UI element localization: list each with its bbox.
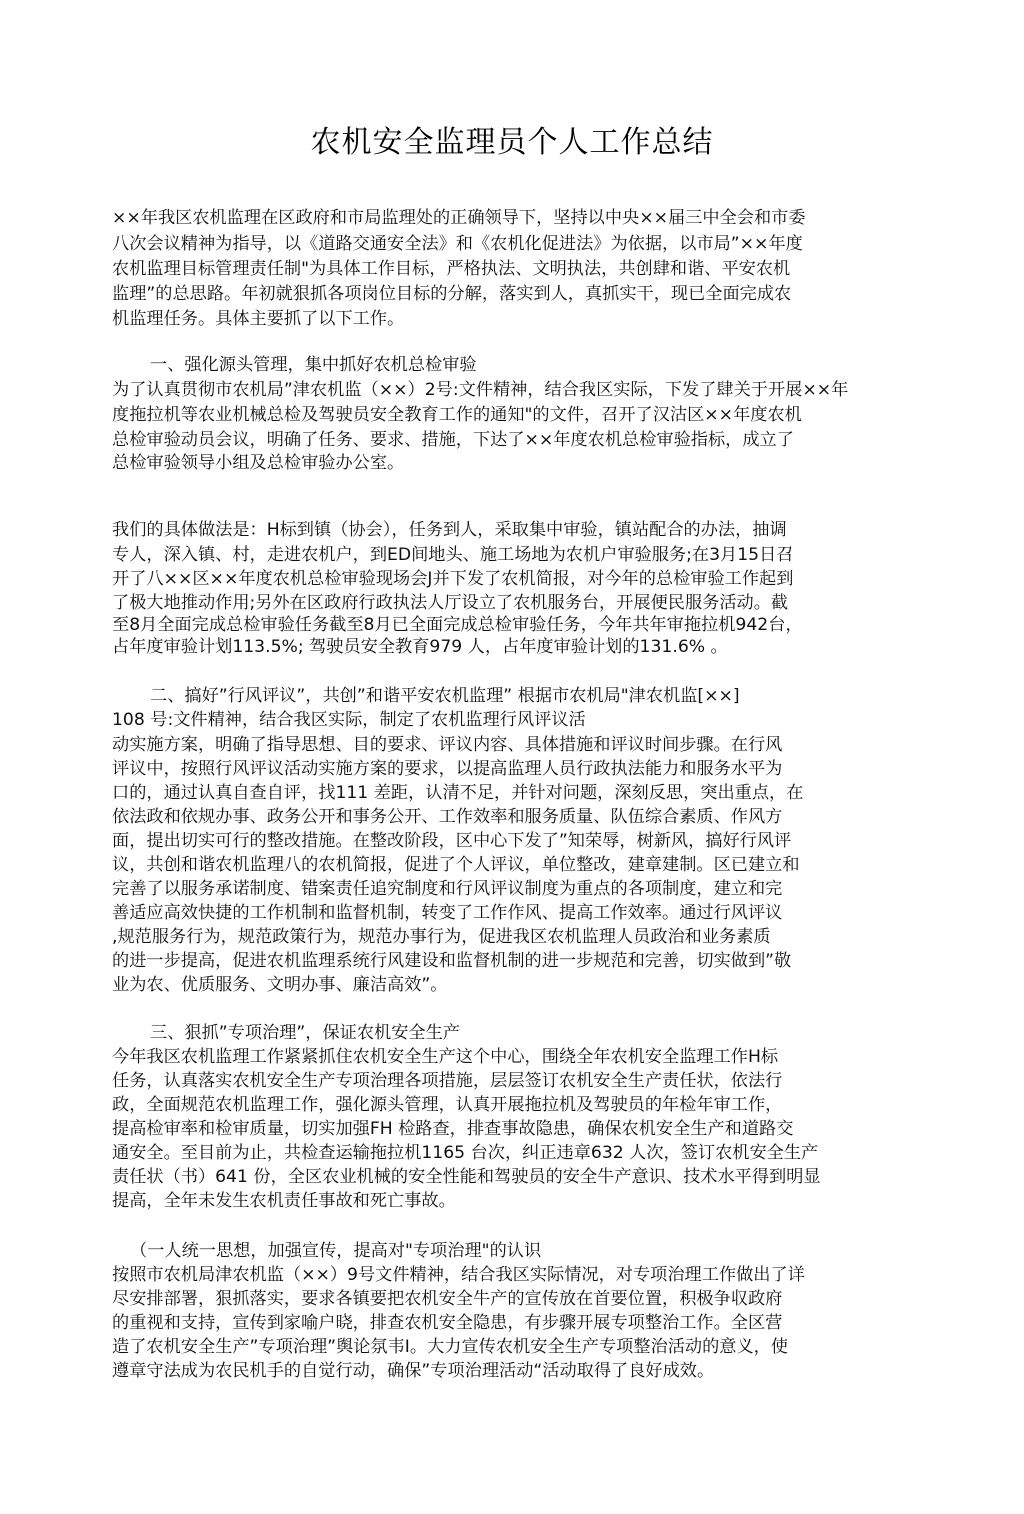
text-line: 善适应高效快捷的工作机制和监督机制，转变了工作作风、提高工作效率。通过行风评议 (112, 903, 783, 923)
text-line: 总检审验领导小组及总检审验办公室。 (112, 453, 405, 473)
text-line: 八次会议精神为指导，以《道路交通安全法》和《农机化促进法》为依据，以市局”××年度 (112, 234, 803, 254)
text-line: 业为农、优质服务、文明办事、廉洁高效”。 (112, 975, 448, 995)
text-line: 按照市农机局津农机监（××）9号文件精神，结合我区实际情况，对专项治理工作做出了详 (112, 1265, 805, 1285)
text-line: 至8月全面完成总检审验任务截至8月已全面完成总检审验任务，今年共年审拖拉机942台， (112, 615, 803, 635)
text-line: 通安全。至目前为止，共检查运输拖拉机1165 台次，纠正违章632 人次，签订农机安全生产 (112, 1143, 819, 1163)
text-line: 度拖拉机等农业机械总检及驾驶员安全教育工作的通知"的文件，召开了汉沽区××年度农机 (112, 405, 802, 425)
text-line: ,规范服务行为，规范政策行为，规范办事行为，促进我区农机监理人员政治和业务素质 (112, 927, 771, 947)
text-line: 专人，深入镇、村，走进农机户，到ED间地头、施工场地为农机户审验服务;在3月15日召 (112, 545, 794, 565)
text-line: 监理”的总思路。年初就狠抓各项岗位目标的分解，落实到人，真抓实干，现已全面完成农 (112, 284, 792, 304)
section-heading: （一人统一思想，加强宣传，提高对"专项治理"的认识 (130, 1241, 542, 1261)
text-line: 责任状（书）641 份，全区农业机械的安全性能和驾驶员的安全牛产意识、技术水平得到明显 (112, 1167, 821, 1187)
text-line: 108 号:文件精神，结合我区实际，制定了农机监理行风评议活 (112, 710, 586, 730)
text-line: 占年度审验计划113.5%; 驾驶员安全教育979 人，占年度审验计划的131.6% 。 (112, 637, 728, 657)
text-line: 任务，认真落实农机安全生产专项治理各项措施，层层签订农机安全生产责任状，依法行 (112, 1071, 783, 1091)
text-line: 动实施方案，明确了指导思想、目的要求、评议内容、具体措施和评议时间步骤。在行风 (112, 735, 783, 755)
page-title: 农机安全监理员个人工作总结 (310, 125, 714, 160)
section-heading: 一、强化源头管理，集中抓好农机总检审验 (150, 355, 477, 375)
text-line: 依法政和依规办事、政务公开和事务公开、工作效率和服务质量、队伍综合素质、作风方 (112, 807, 783, 827)
text-line: 政，全面规范农机监理工作，强化源头管理，认真开展拖拉机及驾驶员的年检年审工作， (112, 1095, 783, 1115)
text-line: 提高，全年未发生农机责任事故和死亡事故。 (112, 1191, 456, 1211)
text-line: 的重视和支持，宣传到家喻户晓，排查农机安全隐患，有步骤开展专项整治工作。全区营 (112, 1313, 783, 1333)
text-line: 我们的具体做法是：H标到镇（协会），任务到人，采取集中审验，镇站配合的办法，抽调 (112, 520, 787, 540)
section-heading: 三、狠抓”专项治理”，保证农机安全生产 (150, 1023, 460, 1043)
text-line: 评议中，按照行风评议活动实施方案的要求，以提高监理人员行政执法能力和服务水平为 (112, 759, 783, 779)
text-line: 今年我区农机监理工作紧紧抓住农机安全生产这个中心，围绕全年农机安全监理工作H标 (112, 1047, 779, 1067)
text-line: 了极大地推动作用;另外在区政府行政执法人厅设立了农机服务台，开展便民服务活动。截 (112, 593, 789, 613)
text-line: 开了八××区××年度农机总检审验现场会J并下发了农机简报，对今年的总检审验工作起到 (112, 569, 794, 589)
text-line: 提高检审率和检审质量，切实加强FH 检路查，排查事故隐患，确保农机安全生产和道路交 (112, 1119, 794, 1139)
section-heading: 二、搞好”行风评议”，共创”和谐平安农机监理” 根据市农机局"津农机监[××] (150, 686, 740, 706)
text-line: ××年我区农机监理在区政府和市局监理处的正确领导下，坚持以中央××届三中全会和市委 (112, 208, 806, 228)
text-line: 农机监理目标管理责任制"为具体工作目标，严格执法、文明执法，共创肆和谐、平安农机 (112, 259, 791, 279)
text-line: 议，共创和谐农机监理八的农机简报，促进了个人评议，单位整改，建章建制。区已建立和 (112, 855, 800, 875)
text-line: 的进一步提高，促进农机监理系统行风建设和监督机制的进一步规范和完善，切实做到”敬 (112, 951, 792, 971)
text-line: 机监理任务。具体主要抓了以下工作。 (112, 309, 405, 329)
text-line: 口的，通过认真自查自评，找111 差距，认清不足，并针对问题，深刻反思，突出重点，在 (112, 783, 804, 803)
text-line: 遵章守法成为农民机手的自觉行动，确保”专项治理活动“活动取得了良好成效。 (112, 1361, 715, 1381)
text-line: 完善了以服务承诺制度、错案责任追究制度和行风评议制度为重点的各项制度，建立和完 (112, 879, 783, 899)
text-line: 面，提出切实可行的整改措施。在整改阶段，区中心下发了”知荣辱，树新风，搞好行风评 (112, 831, 792, 851)
text-line: 尽安排部署，狠抓落实，要求各镇要把农机安全牛产的宣传放在首要位置，积极争収政府 (112, 1289, 783, 1309)
text-line: 造了农机安全生产”专项治理”舆论氛韦I。大力宣传农机安全生产专项整治活动的意义，使 (112, 1337, 789, 1357)
text-line: 为了认真贯彻市农机局”津农机监（××）2号:文件精神，结合我区实际，下发了肆关于开展××年 (112, 380, 849, 400)
text-line: 总检审验动员会议，明确了任务、要求、措施，下达了××年度农机总检审验指标，成立了 (112, 430, 794, 450)
